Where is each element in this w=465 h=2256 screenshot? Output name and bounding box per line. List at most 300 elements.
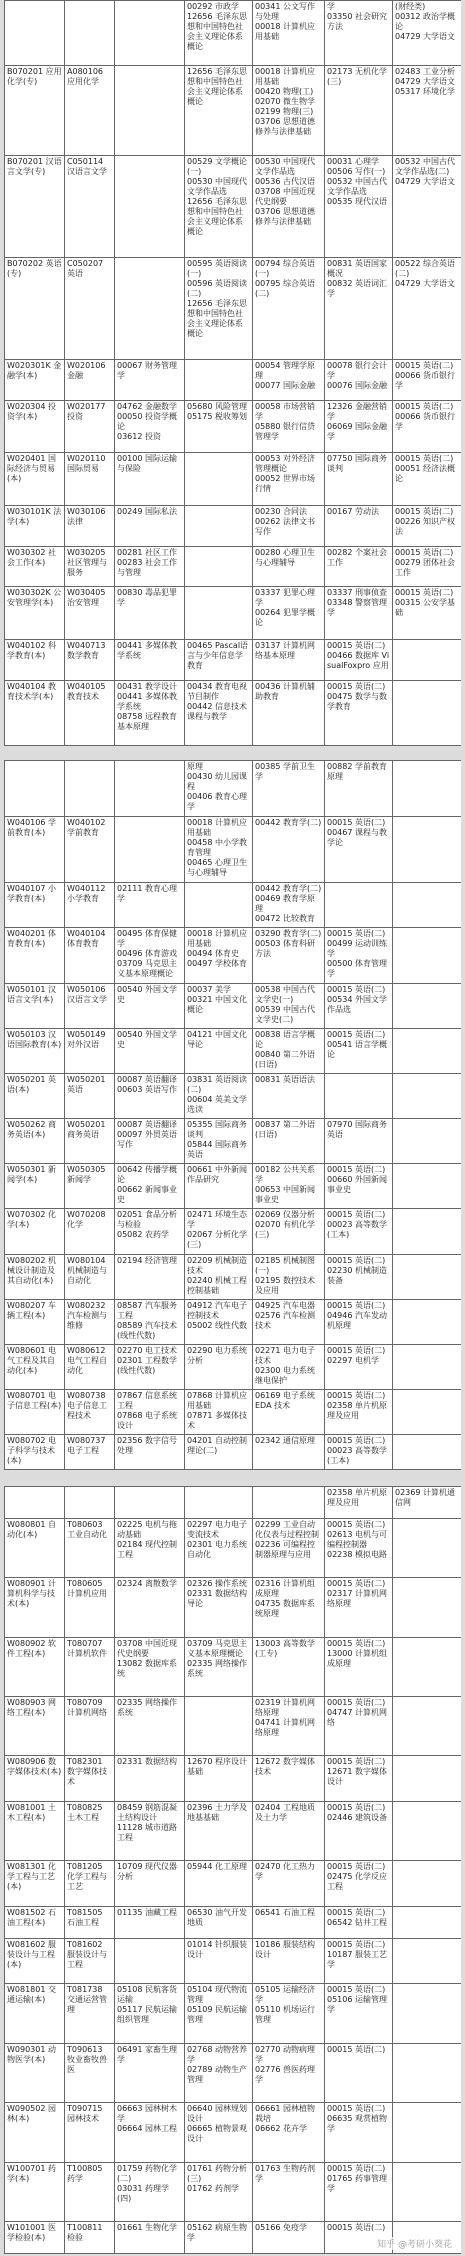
table-cell: 00015 英语(二) 06542 钻井工程	[325, 1907, 393, 1939]
table-cell: W040104 教育技术学(本)	[5, 680, 65, 745]
table-cell: 04762 金融数学 00050 投资学概论 03612 投资	[115, 400, 185, 453]
table-cell: 00037 美学 00321 中国文化概论	[185, 983, 253, 1028]
table-cell: 05108 民航客货运输 05117 民航运输组织管理	[115, 1984, 185, 2043]
table-cell: 12326 金融营销学 06069 国际金融学	[325, 400, 393, 453]
table-cell	[393, 1907, 462, 1939]
table-cell: 00015 英语(二) 01765 药事管理学	[325, 2162, 393, 2221]
table-cell: 00015 英语(二) 00023 高等数学(工本)	[325, 1209, 393, 1254]
table-cell	[393, 680, 462, 745]
table-cell: 00595 英语阅读(一) 00596 英语阅读(二) 12656 毛泽东思想和中国特色社会主义理论体系概论	[185, 257, 253, 359]
table-cell: 00015 英语(二) 00023 高等数学(工本)	[325, 1435, 393, 1470]
table-cell: 02319 计算机网络原理 04741 计算机网络原理	[253, 1697, 325, 1756]
table-cell: 00015 英语(二) 00279 团体社会工作	[393, 546, 462, 587]
table-cell: W050201 英语(本)	[5, 1073, 65, 1118]
table-cell: 02356 数字信号处理	[115, 1435, 185, 1470]
table-cell: W080702 电子科学与技术(本)	[5, 1435, 65, 1470]
table-cell	[115, 816, 185, 882]
table-cell: 00078 银行会计学 00076 国际金融	[325, 359, 393, 400]
table-cell: W081502 石油工程(本)	[5, 1907, 65, 1939]
table-cell: 00018 计算机应用基础 00458 中小学教育管理 00465 心理卫生与心理辅导	[185, 816, 253, 882]
table-cell	[65, 1487, 115, 1519]
table-cell: 05166 免疫学	[253, 2222, 325, 2254]
table-cell: 00015 英语(二) 00467 课程与教学论	[325, 816, 393, 882]
table-cell	[115, 155, 185, 257]
table-cell: C050207 英语	[65, 257, 115, 359]
table-cell: 02270 电工技术 02301 工程数学(线性代数)	[115, 1344, 185, 1389]
table-cell: W050301 新闻学(本)	[5, 1164, 65, 1209]
table-row	[5, 1435, 462, 1470]
table-cell: 01135 油藏工程	[115, 1907, 185, 1939]
table-cell	[393, 2103, 462, 2162]
table-cell: T082301 数字媒体技术	[65, 1756, 115, 1802]
table-cell: W080738 电子信息工程技术	[65, 1390, 115, 1435]
table-cell: 00058 市场营销学 05880 银行信贷管理学	[253, 400, 325, 453]
table-cell	[115, 66, 185, 156]
table-cell: 02185 机械制图(一) 02195 数控技术及应用	[253, 1254, 325, 1299]
table-cell: 02768 动物营养学 02789 动物生产管理	[185, 2043, 253, 2102]
table-cell: 04925 汽车电器 02576 汽车检测技术	[253, 1299, 325, 1344]
table-cell: W100701 药学(本)	[5, 2162, 65, 2221]
table-row	[5, 1119, 462, 1164]
table-cell: 00434 教育电视节目制作 00442 信息技术课程与教学	[185, 680, 253, 745]
table-cell	[393, 1344, 462, 1389]
table-cell: W050101 汉语言文学(本)	[5, 983, 65, 1028]
table-cell: 00167 劳动法	[325, 506, 393, 547]
table-cell	[393, 1802, 462, 1861]
sheet-1	[4, 0, 461, 746]
table-cell: W080737 电子工程	[65, 1435, 115, 1470]
table-cell: 05162 病原生物学	[185, 2222, 253, 2254]
table-cell: 00495 体育保健学 00496 体育游戏 03709 马克思主义基本原理概论	[115, 927, 185, 983]
table-cell: 01014 针织服装设计	[185, 1938, 253, 1984]
table-cell: W081602 服装设计与工程(本)	[5, 1938, 65, 1984]
table-cell	[185, 506, 253, 547]
table-cell: 01759 药物化学(二) 03031 药理学(四)	[115, 2162, 185, 2221]
table-cell	[393, 1518, 462, 1577]
table-cell: W080601 电气工程及其自动化(本)	[5, 1344, 65, 1389]
table-cell: 00465 Pascal语言与少年信息学教育	[185, 640, 253, 681]
table-cell: 00087 英语翻译 00603 英语写作	[115, 1073, 185, 1118]
table-cell: 02069 仪器分析 02070 有机化学(三)	[253, 1209, 325, 1254]
table-cell: 02331 数据结构	[115, 1756, 185, 1802]
table-cell: 00182 公共关系学 00653 中国新闻事业史	[253, 1164, 325, 1209]
table-row	[5, 1344, 462, 1389]
table-cell: 02271 电力电子技术 02300 电力系统继电保护	[253, 1344, 325, 1389]
table-row	[5, 1, 462, 66]
table-cell: 00015 英语(二) 00466 数据库 VisualFoxpro 应用	[325, 640, 393, 681]
table-cell: 07867 信息系统工程 07868 电子系统设计	[115, 1390, 185, 1435]
table-cell: 00015 英语(二) 12671 数字媒体设计	[325, 1756, 393, 1802]
table-cell: 03708 中国近现代史纲要 13082 数据库系统	[115, 1637, 185, 1696]
table-cell: 02297 电力电子变流技术 02301 电力系统自动化	[185, 1518, 253, 1577]
table-cell: 12670 程序设计基础	[185, 1756, 253, 1802]
table-cell: W080701 电子信息工程(本)	[5, 1390, 65, 1435]
table-cell: 00015 英语(二) 00066 货币银行学	[393, 400, 462, 453]
table-cell	[65, 761, 115, 817]
table-cell	[393, 1073, 462, 1118]
table-cell: 00538 中国古代文学史(一) 00539 中国古代文学史(二)	[253, 983, 325, 1028]
table-cell: 02299 工业自动化仪表与过程控制 02236 可编程控制器原理与应用	[253, 1518, 325, 1577]
table-cell: W050201 商务英语	[65, 1119, 115, 1164]
table-cell	[325, 882, 393, 927]
table-cell: W040107 小学教育(本)	[5, 882, 65, 927]
table-row	[5, 1984, 462, 2043]
table-cell: T080709 计算机网络	[65, 1697, 115, 1756]
table-cell: 00280 心理卫生与心理辅导	[253, 546, 325, 587]
table-cell	[393, 1938, 462, 1984]
table-cell	[393, 2043, 462, 2102]
table-cell: W020106 金融	[65, 359, 115, 400]
table-cell: (财经类) 00312 政治学概论 04729 大学语文	[393, 1, 462, 66]
table-cell: W080906 数字媒体技术(本)	[5, 1756, 65, 1802]
table-cell: 00292 市政学 12656 毛泽东思想和中国特色社会主义理论体系概论	[185, 1, 253, 66]
table-cell: 03337 犯罪心理学 00264 犯罪学概论	[253, 587, 325, 640]
table-cell: T100811 检验	[65, 2222, 115, 2254]
table-row	[5, 1802, 462, 1861]
table-cell: 00087 英语翻译 00097 外贸英语写作	[115, 1119, 185, 1164]
table-cell: T080707 计算机软件	[65, 1637, 115, 1696]
table-cell: 06491 家畜生理学	[115, 2043, 185, 2102]
table-cell: 00015 英语(二) 05106 运输管理学	[325, 1984, 393, 2043]
table-cell: 05355 国际商务谈判 05844 国际商务英语	[185, 1119, 253, 1164]
table-cell: W040201 体育教育(本)	[5, 927, 65, 983]
table-cell	[253, 1487, 325, 1519]
course-table-1	[4, 0, 461, 746]
table-cell: W050103 汉语国际教育(本)	[5, 1028, 65, 1073]
table-cell: W081001 土木工程(本)	[5, 1802, 65, 1861]
table-cell: 00031 心理学 00506 写作(一) 00532 中国古代文学作品选 00535 现代汉语	[325, 155, 393, 257]
table-cell	[185, 546, 253, 587]
table-cell: 12672 数字媒体技术	[253, 1756, 325, 1802]
table-cell	[393, 1984, 462, 2043]
table-cell	[393, 816, 462, 882]
table-row	[5, 66, 462, 156]
table-cell: W050201 英语	[65, 1073, 115, 1118]
table-cell: 02324 离散数学	[115, 1578, 185, 1637]
table-cell: 00015 英语(二) 00499 运动训练学 00500 体育管理学	[325, 927, 393, 983]
table-cell: W081301 化学工程与工艺(本)	[5, 1861, 65, 1907]
table-cell: 00015 英语(二) 04946 汽车发动机原理	[325, 1299, 393, 1344]
table-cell: 00067 财务管理学	[115, 359, 185, 400]
table-cell: 05680 风险管理 05175 税收筹划	[185, 400, 253, 453]
table-cell: 02471 环境生态学 02067 分析化学(三)	[185, 1209, 253, 1254]
table-cell: 00015 英语(二) 00660 外国新闻事业史	[325, 1164, 393, 1209]
table-cell: 00830 毒品犯罪学	[115, 587, 185, 640]
table-cell: T081738 交通运营管理	[65, 1984, 115, 2043]
table-cell: W070208 化学	[65, 1209, 115, 1254]
table-cell	[393, 983, 462, 1028]
table-row	[5, 1697, 462, 1756]
table-row	[5, 1637, 462, 1696]
table-cell: 00053 对外经济管理概论 00052 世界市场行情	[253, 453, 325, 506]
table-cell	[393, 1299, 462, 1344]
table-cell: 06530 油气开发地质	[185, 1907, 253, 1939]
table-cell: B070201 汉语言文学(专)	[5, 155, 65, 257]
table-cell: 00282 个案社会工作	[325, 546, 393, 587]
table-cell: 02316 计算机组成原理 04735 数据库系统原理	[253, 1578, 325, 1637]
table-cell: 03137 计算机网络基本原理	[253, 640, 325, 681]
table-cell: 00015 英语(二)	[325, 2222, 393, 2254]
table-cell: W050106 汉语言文学	[65, 983, 115, 1028]
table-cell: 00281 社区工作 00283 社会工作与管理	[115, 546, 185, 587]
table-row	[5, 2162, 462, 2221]
table-cell: 07970 国际商务英语	[325, 1119, 393, 1164]
table-cell: 02194 经济管理	[115, 1254, 185, 1299]
table-cell: 00015 英语(二) 02358 单片机原理及应用	[325, 1390, 393, 1435]
table-row	[5, 2043, 462, 2102]
table-cell: 00015 英语(二) 02230 机械制造装备	[325, 1254, 393, 1299]
table-cell: W040105 教育技术	[65, 680, 115, 745]
table-cell: W040112 小学教育	[65, 882, 115, 927]
table-cell: 00431 教学设计 00441 多媒体教学系统 08758 远程教育基本原理	[115, 680, 185, 745]
table-cell: 00015 英语(二) 00541 语言学概论	[325, 1028, 393, 1073]
table-cell	[5, 1487, 65, 1519]
table-row	[5, 400, 462, 453]
table-cell: W080801 自动化(本)	[5, 1518, 65, 1577]
sheet-2	[4, 760, 461, 1470]
table-cell: 02369 计算机通信网	[393, 1487, 462, 1519]
table-cell: 00249 国际私法	[115, 506, 185, 547]
table-cell: 00100 国际运输与保险	[115, 453, 185, 506]
table-cell	[393, 1209, 462, 1254]
table-cell: W080901 计算机科学与技术(本)	[5, 1578, 65, 1637]
table-cell: W040102 学前教育	[65, 816, 115, 882]
table-cell: 00015 英语(二) 02446 建筑设备	[325, 1802, 393, 1861]
table-cell	[393, 927, 462, 983]
table-cell: 02470 化工热力学	[253, 1861, 325, 1907]
table-cell	[393, 1578, 462, 1637]
table-row	[5, 882, 462, 927]
table-cell: 06640 园林规划设计 06665 植物景观设计	[185, 2103, 253, 2162]
table-cell: 02483 工业分析 04729 大学语文 05317 环境化学	[393, 66, 462, 156]
table-cell: T080605 计算机应用	[65, 1578, 115, 1637]
table-row	[5, 1164, 462, 1209]
table-cell: 00642 传播学概论 00662 新闻事业史	[115, 1164, 185, 1209]
table-cell: 07750 国际商务谈判	[325, 453, 393, 506]
table-cell: W030205 社区管理与服务	[65, 546, 115, 587]
table-cell: 00015 英语(二) 02613 电机与可编程控制器 02238 模拟电路	[325, 1518, 393, 1577]
table-cell: 00015 英语(二) 02317 计算机网络原理	[325, 1578, 393, 1637]
table-row	[5, 506, 462, 547]
table-cell: 00532 中国古代文学作品选(二) 04729 大学语文	[393, 155, 462, 257]
table-cell: W050149 对外汉语	[65, 1028, 115, 1073]
table-row	[5, 1756, 462, 1802]
table-cell: W080612 电气工程自动化	[65, 1344, 115, 1389]
table-cell: 00838 语言学概论 00840 第二外语(日语)	[253, 1028, 325, 1073]
table-cell: 02173 无机化学(三)	[325, 66, 393, 156]
table-cell: W080902 软件工程(本)	[5, 1637, 65, 1696]
table-cell: W080207 车辆工程(本)	[5, 1299, 65, 1344]
table-cell: W020301K 金融学(本)	[5, 359, 65, 400]
table-cell: W040104 体育教育	[65, 927, 115, 983]
table-cell: 00015 英语(二)	[325, 2043, 393, 2102]
table-cell	[115, 257, 185, 359]
table-row	[5, 587, 462, 640]
table-cell: 03709 马克思主义基本原理概论 02335 网络操作系统	[185, 1637, 253, 1696]
table-cell	[65, 1, 115, 66]
table-cell	[393, 882, 462, 927]
table-cell: W080104 机械制造与自动化	[65, 1254, 115, 1299]
table-cell: 00837 第二外语(日语)	[253, 1119, 325, 1164]
table-cell: 12656 毛泽东思想和中国特色社会主义理论体系概论	[185, 66, 253, 156]
table-cell: 02290 电力系统分析	[185, 1344, 253, 1389]
table-cell	[393, 1390, 462, 1435]
table-cell: T080603 工业自动化	[65, 1518, 115, 1577]
table-row	[5, 1861, 462, 1907]
table-cell: 04912 汽车电子控制技术 05002 线性代数	[185, 1299, 253, 1344]
table-cell: 00441 多媒体教学系统	[115, 640, 185, 681]
table-row	[5, 1907, 462, 1939]
table-cell	[325, 1073, 393, 1118]
table-cell	[115, 1, 185, 66]
table-cell	[5, 1, 65, 66]
course-table-3	[4, 1486, 461, 2254]
table-cell: 00015 英语(二) 13000 计算机组成原理	[325, 1637, 393, 1696]
table-row	[5, 680, 462, 745]
table-cell: 05944 化工原理	[185, 1861, 253, 1907]
table-cell: 02051 食品分析与检验 05082 农药学	[115, 1209, 185, 1254]
table-cell: W040713 数学教育	[65, 640, 115, 681]
table-cell: 00442 教育学(二) 00469 教育学原理 00472 比较教育	[253, 882, 325, 927]
table-cell: T081205 化学工程与工艺	[65, 1861, 115, 1907]
table-cell	[393, 640, 462, 681]
table-cell: 02404 工程地质及土力学	[253, 1802, 325, 1861]
table-cell: 00831 英语语法	[253, 1073, 325, 1118]
table-cell: T090715 园林技术	[65, 2103, 115, 2162]
table-row	[5, 1518, 462, 1577]
table-cell	[185, 1697, 253, 1756]
table-cell	[185, 1487, 253, 1519]
table-cell: W050305 新闻学	[65, 1164, 115, 1209]
table-cell: 01761 药物分析(三) 01762 药剂学	[185, 2162, 253, 2221]
table-cell: T080825 土木工程	[65, 1802, 115, 1861]
table-cell: W020401 国际经济与贸易(本)	[5, 453, 65, 506]
watermark: 知乎 @考研小葵花	[374, 2237, 455, 2250]
table-cell	[393, 1435, 462, 1470]
table-cell	[393, 761, 462, 817]
table-cell: W090502 园林(本)	[5, 2103, 65, 2162]
table-cell: 13003 高等数学(工专)	[253, 1637, 325, 1696]
table-cell: 00385 学前卫生学	[253, 761, 325, 817]
table-cell: 00015 英语(二) 00051 经济法概论	[393, 453, 462, 506]
table-cell: 00015 英语(二) 00226 知识产权法	[393, 506, 462, 547]
table-cell: 00015 英语(二) 00475 数学与数学教育	[325, 680, 393, 745]
table-cell: T081505 石油工程	[65, 1907, 115, 1939]
table-cell: 原理 00430 幼儿园课程 00406 教育心理学	[185, 761, 253, 817]
table-cell: W020304 投资学(本)	[5, 400, 65, 453]
table-cell: 00661 中外新闻作品研究	[185, 1164, 253, 1209]
table-cell	[115, 761, 185, 817]
table-cell	[185, 359, 253, 400]
table-cell: 02770 动物病理学 02776 兽医药理学	[253, 2043, 325, 2102]
table-cell: 00882 学前教育原理	[325, 761, 393, 817]
table-cell	[393, 1697, 462, 1756]
table-cell	[393, 1119, 462, 1164]
table-cell	[393, 1028, 462, 1073]
table-cell: 02225 电机与拖动基础 02184 现代控制工程	[115, 1518, 185, 1577]
table-cell: 00015 英语(二) 02297 电机学	[325, 1344, 393, 1389]
table-cell: W030405 治安管理	[65, 587, 115, 640]
table-cell: 05105 运输经济学 05110 机场运行管理	[253, 1984, 325, 2043]
table-cell: 02396 土力学及地基基础	[185, 1802, 253, 1861]
table-cell: 06169 电子系统 EDA 技术	[253, 1390, 325, 1435]
table-cell: 02335 网络操作系统	[115, 1697, 185, 1756]
table-cell: 00540 外国文学史	[115, 1028, 185, 1073]
table-cell: B070201 应用化学(专)	[5, 66, 65, 156]
table-row	[5, 257, 462, 359]
table-cell	[115, 1487, 185, 1519]
table-row	[5, 761, 462, 817]
table-cell	[5, 761, 65, 817]
table-row	[5, 1938, 462, 1984]
table-cell: 07868 计算机应用基础 07871 多媒体技术	[185, 1390, 253, 1435]
table-cell: 00018 计算机应用基础 00494 体育史 00497 学校体育	[185, 927, 253, 983]
table-row	[5, 546, 462, 587]
table-row	[5, 2103, 462, 2162]
table-cell: W020110 国际贸易	[65, 453, 115, 506]
table-cell: 05104 现代物流管理 05109 民航运输管理	[185, 1984, 253, 2043]
table-row	[5, 1073, 462, 1118]
table-cell: W020177 投资	[65, 400, 115, 453]
table-cell	[393, 2162, 462, 2221]
table-cell: 06661 园林植物栽培 06662 花卉学	[253, 2103, 325, 2162]
course-table-2	[4, 760, 461, 1470]
table-cell: 00015 英语(二) 06635 观赏植物学	[325, 2103, 393, 2162]
table-cell	[393, 1637, 462, 1696]
table-row	[5, 1578, 462, 1637]
table-cell: W040106 学前教育(本)	[5, 816, 65, 882]
table-cell: T090613 牧业畜牧兽医	[65, 2043, 115, 2102]
table-cell: 00831 英语国家概况 00832 英语词汇学	[325, 257, 393, 359]
table-cell: A080106 应用化学	[65, 66, 115, 156]
table-cell: 08587 汽车服务工程 08589 汽车技术(线性代数)	[115, 1299, 185, 1344]
table-cell: 02358 单片机原理及应用	[325, 1487, 393, 1519]
table-cell: W030302K 公安管理学(本)	[5, 587, 65, 640]
table-cell: W080202 机械设计制造及其自动化(本)	[5, 1254, 65, 1299]
table-cell: W080903 网络工程(本)	[5, 1697, 65, 1756]
table-row	[5, 1209, 462, 1254]
table-cell: 01763 生物药剂学	[253, 2162, 325, 2221]
table-cell: W040102 科学教育(本)	[5, 640, 65, 681]
table-cell: 08459 钢筋混凝土结构设计 11128 城市道路工程	[115, 1802, 185, 1861]
table-cell: 00341 公文写作与处理 00018 计算机应用基础	[253, 1, 325, 66]
table-row	[5, 1299, 462, 1344]
table-cell: 02209 机械制造技术 02240 机械工程控制基础	[185, 1254, 253, 1299]
table-cell: 00015 英语(二) 00315 公安学基础	[393, 587, 462, 640]
table-cell	[115, 1938, 185, 1984]
sheet-3	[4, 1486, 461, 2254]
table-cell: W081801 交通运输(本)	[5, 1984, 65, 2043]
table-cell: W050262 商务英语(本)	[5, 1119, 65, 1164]
table-cell: 06541 石油工程	[253, 1907, 325, 1939]
table-cell	[185, 882, 253, 927]
table-cell: W030302 社会工作(本)	[5, 546, 65, 587]
table-cell: 02326 操作系统 02331 数据结构导论	[185, 1578, 253, 1637]
table-row	[5, 816, 462, 882]
table-cell: W080232 汽车检测与维修	[65, 1299, 115, 1344]
table-cell: W101001 医学检验(本)	[5, 2222, 65, 2254]
table-cell: 00015 英语(二) 00534 外国文学作品选	[325, 983, 393, 1028]
table-cell	[393, 1861, 462, 1907]
table-row	[5, 927, 462, 983]
table-cell	[393, 1756, 462, 1802]
table-cell: C050114 汉语言文学	[65, 155, 115, 257]
table-cell: 06663 园林树木学 06664 园林工程	[115, 2103, 185, 2162]
table-row	[5, 640, 462, 681]
table-cell	[393, 1164, 462, 1209]
table-cell: W070302 化学(本)	[5, 1209, 65, 1254]
table-row	[5, 453, 462, 506]
